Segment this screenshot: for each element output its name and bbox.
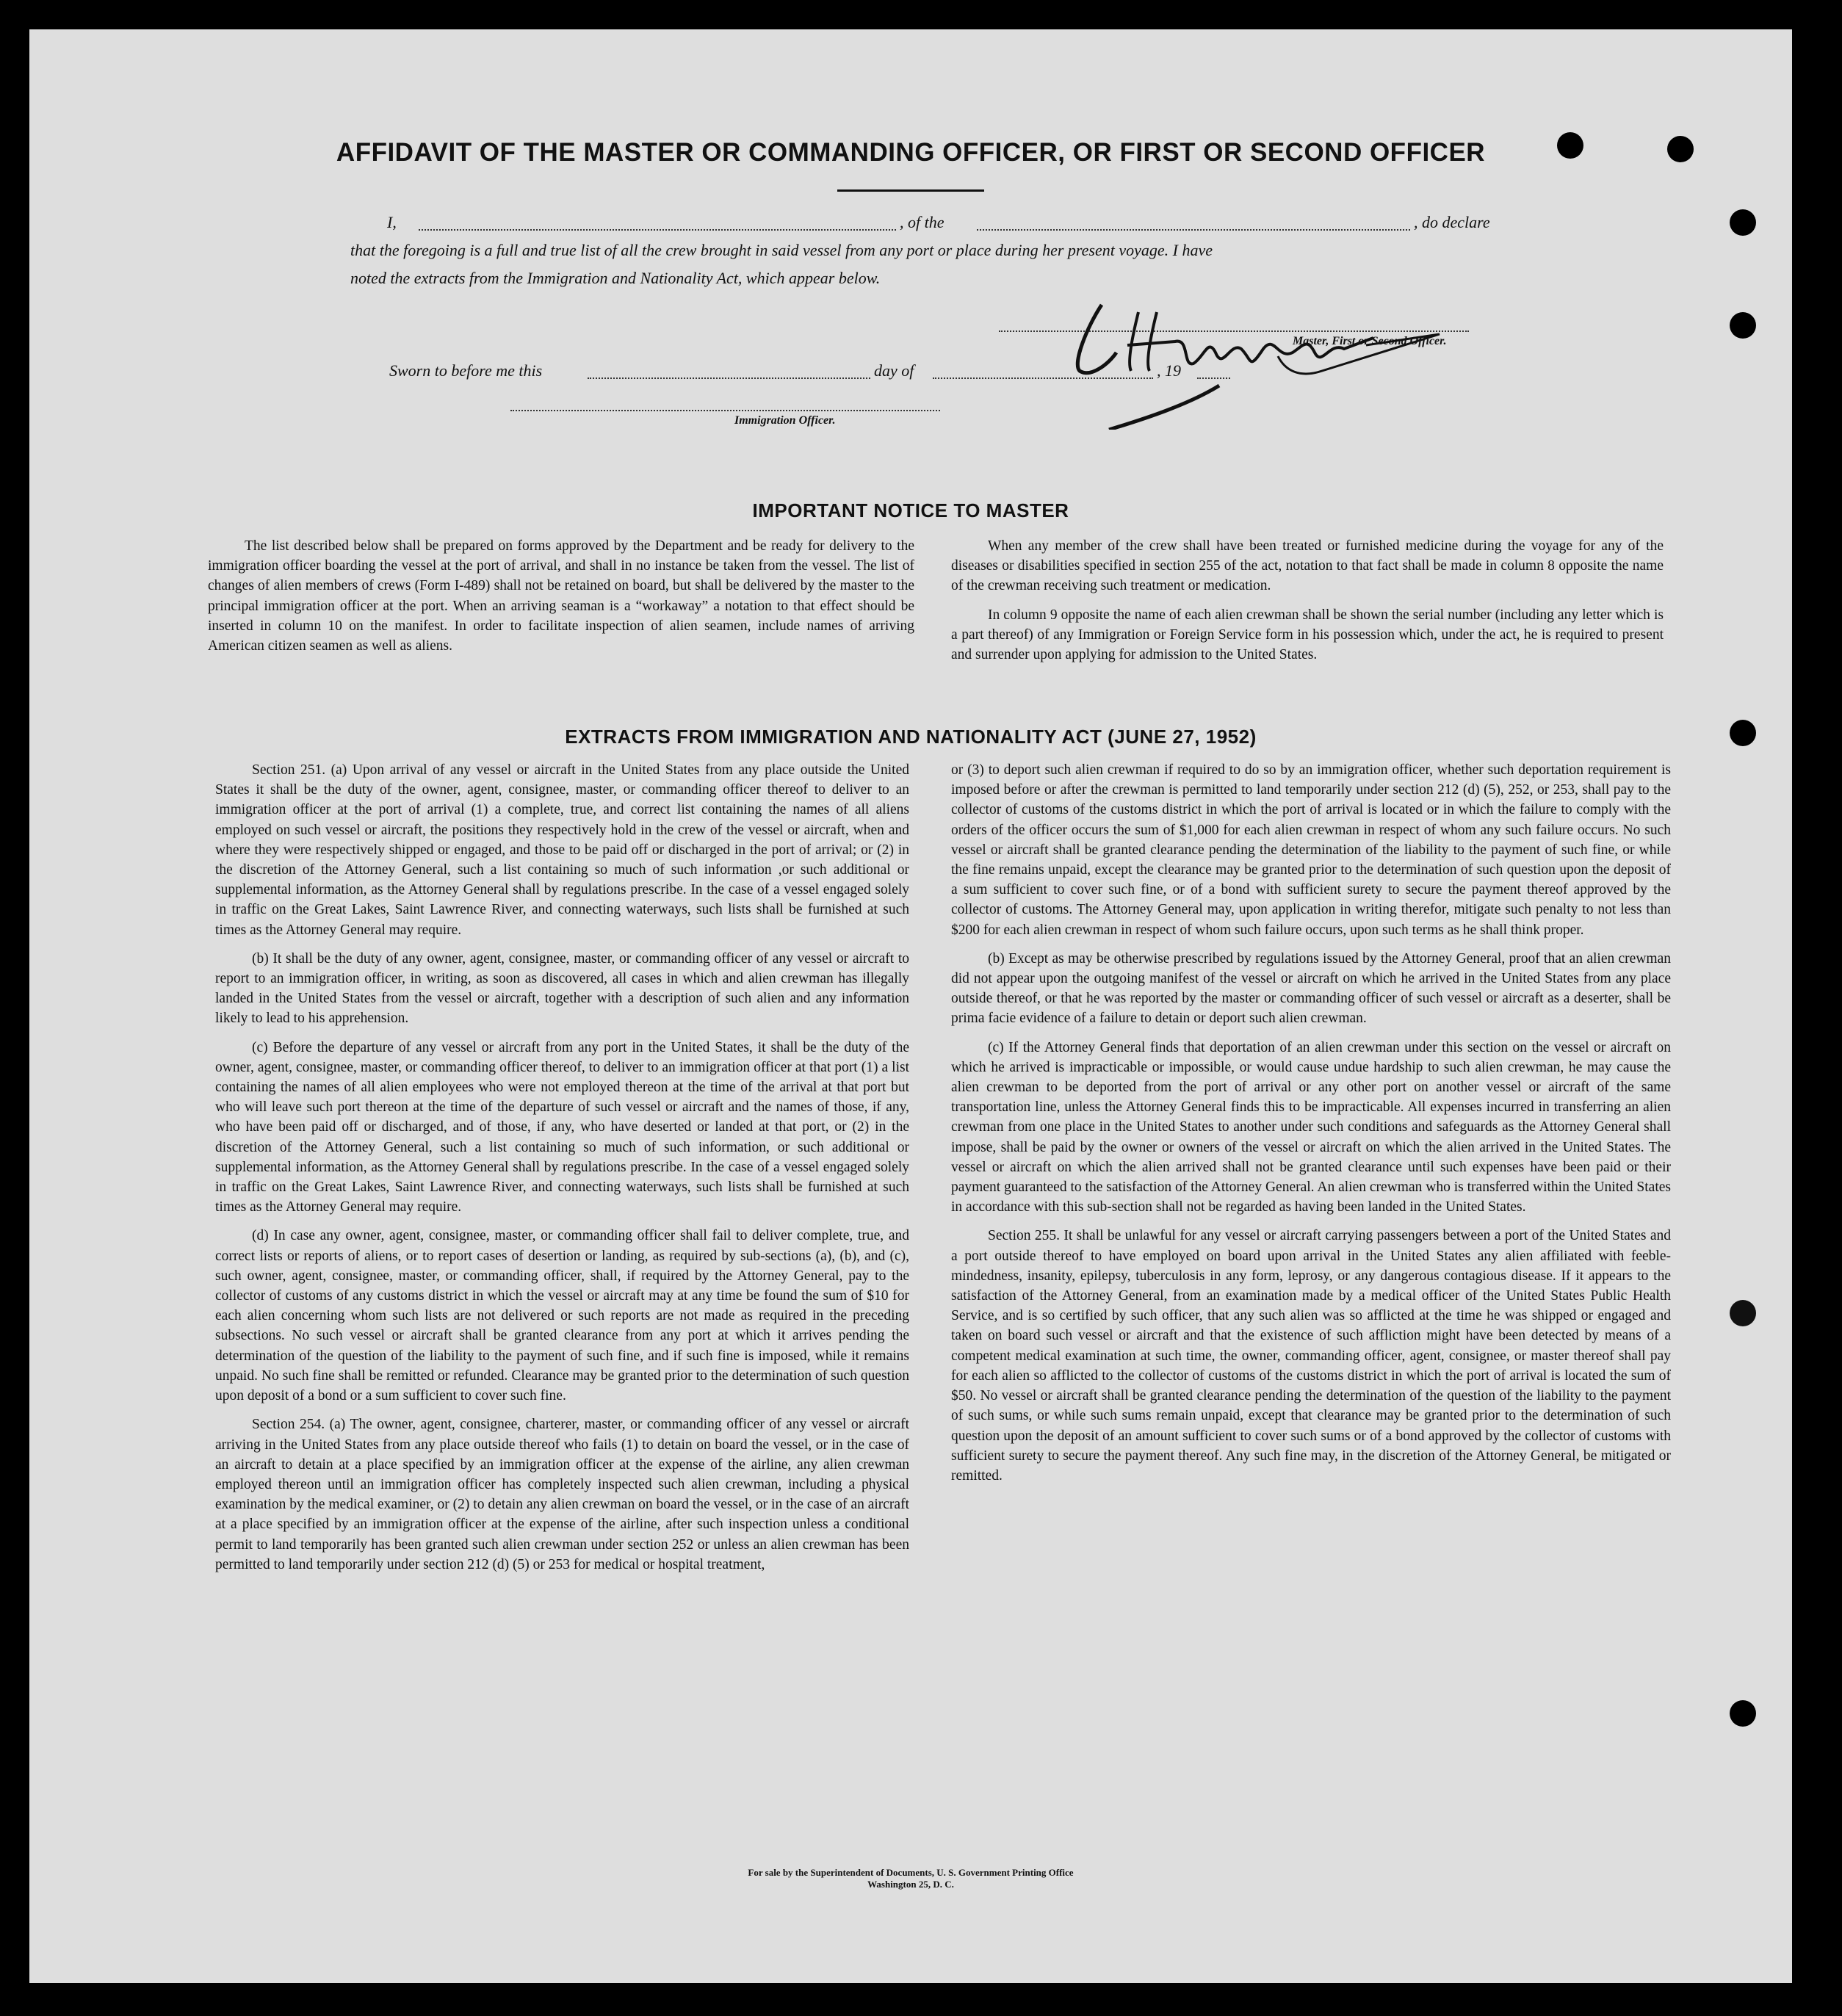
immigration-officer-label: Immigration Officer. bbox=[734, 414, 836, 427]
notice-right-paragraph-2: In column 9 opposite the name of each alien crewman shall be shown the serial number (including any letter which is a part thereof) of any Immigration or Foreign Service form in his possession which, under the act, he is required to present and surrender upon applying for admission to the United States. bbox=[951, 607, 1664, 663]
section-254a-continued: or (3) to deport such alien crewman if required to do so by an immigration officer, whether such deportation requirement is imposed before or after the crewman is permitted to land temporarily under section 212 (d) (5), 252, or 253, shall pay to the collector of customs of the customs district in which the port of arrival is located or in which the failure to comply with the orders of the officer occurs the sum of $1,000 for each alien crewman in respect of whom any such failure occurs. No such vessel or aircraft shall be granted clearance pending the determination of the liability to the payment of such fine, or while the fine remains unpaid, except the clearance may be granted prior to the determination of such question upon the deposit of a sum sufficient to cover such fine, or of a bond with sufficient surety to secure the payment thereof approved by the collector of customs. The Attorney General may, upon application in writing therefor, mitigate such penalty to not less than $200 for each alien crewman in respect of whom such failure occurs, upon such terms as he shall think proper. bbox=[951, 762, 1671, 938]
affidavit-declare-label: , do declare bbox=[1414, 213, 1490, 231]
title-divider bbox=[837, 189, 984, 192]
footer-line-1: For sale by the Superintendent of Documents, U. S. Government Printing Office bbox=[748, 1867, 1074, 1878]
sworn-month-field[interactable] bbox=[933, 377, 1153, 379]
extracts-left-column bbox=[215, 760, 909, 1575]
punch-hole bbox=[1730, 1300, 1756, 1326]
printing-office-footer bbox=[29, 1867, 1792, 1890]
section-251c: (c) Before the departure of any vessel or aircraft from any port in the United States, it shall be the duty of the owner, agent, consignee, master, or commanding officer thereof, to deliver to an immigration officer at that port (1) a list containing the names of all alien employees who were not employed thereon at the time of the arrival at that port but who will leave such port thereon at the time of the departure of such vessel or aircraft and the names of those, if any, who have been paid off or discharged, and of those, if any, who have deserted or landed at that port, or (2) in the discretion of the Attorney General, such a list containing so much of such information, or such additional or supplemental information, as the Attorney General shall by regulations prescribe. In the case of a vessel engaged solely in traffic on the Great Lakes, Saint Lawrence River, and connecting waterways, such lists shall be furnished at such times as the Attorney General may require. bbox=[215, 1039, 909, 1215]
section-251d: (d) In case any owner, agent, consignee, master, or commanding officer shall fail to deliver complete, true, and correct lists or reports of aliens, or to report cases of desertion or landing, as required by sub-sections (a), (b), and (c), such owner, agent, consignee, master, or commanding officer, shall, if required by the Attorney General, pay to the collector of customs of any customs district in which the vessel or aircraft may at any time be found the sum of $10 for each alien concerning whom such lists are not delivered or such reports are not made as required in the preceding subsections. No such vessel or aircraft shall be granted clearance from any port at which it arrives pending the determination of the question of the liability to the payment of such fine, and if such fine is imposed, while it remains unpaid. No such fine shall be remitted or refunded. Clearance may be granted prior to the determination of such question upon deposit of a bond or a sum sufficient to cover such fine. bbox=[215, 1228, 909, 1404]
section-251a: Section 251. (a) Upon arrival of any vessel or aircraft in the United States from any place outside the United States it shall be the duty of the owner, agent, consignee, master, or commanding officer thereof to deliver to an immigration officer at the port of arrival (1) a complete, true, and correct list containing the names of all aliens employed on such vessel or aircraft, the positions they respectively hold in the crew of the vessel or aircraft, when and where they were respectively shipped or engaged, and those to be paid off or discharged in the port of arrival; or (2) in the discretion of the Attorney General, such a list containing so much of such information ,or such additional or supplemental information, as the Attorney General shall by regulations prescribe. In the case of a vessel engaged solely in traffic on the Great Lakes, Saint Lawrence River, and connecting waterways, such lists shall be furnished at such times as the Attorney General may require. bbox=[215, 762, 909, 938]
extracts-heading: EXTRACTS FROM IMMIGRATION AND NATIONALITY ACT (JUNE 27, 1952) bbox=[565, 726, 1257, 748]
affidavit-statement-line: that the foregoing is a full and true list of all the crew brought in said vessel from any port or place during her present voyage. I have bbox=[350, 241, 1213, 259]
affidavit-title: AFFIDAVIT OF THE MASTER OR COMMANDING OFFICER, OR FIRST OR SECOND OFFICER bbox=[336, 138, 1486, 167]
affidavit-i-label: I, bbox=[387, 213, 397, 231]
notice-left-paragraph: The list described below shall be prepared on forms approved by the Department and be ready for delivery to the immigration officer boarding the vessel at the port of arrival, and shall in no instance be taken from the vessel. The list of changes of alien members of crews (Form I-489) shall not be retained on board, but shall be delivered by the master to the principal immigration officer at the port. When an arriving seaman is a “workaway” a notation to that effect should be inserted in column 10 on the manifest. In order to facilitate inspection of alien seamen, include names of arriving American citizen seamen as well as aliens. bbox=[208, 538, 914, 654]
punch-hole bbox=[1557, 132, 1583, 159]
section-254c: (c) If the Attorney General finds that deportation of an alien crewman under this section on the vessel or aircraft on which he arrived is impracticable or impossible, or would cause undue hardship to such alien crewman, he may cause the alien crewman to be deported from the port of arrival or any other port on another vessel or aircraft of the same transportation line, unless the Attorney General finds this to be impracticable. All expenses incurred in transferring an alien crewman from one place in the United States to another under such conditions and safeguards as the Attorney General shall impose, shall be paid by the owner or owners of the vessel or aircraft on which the alien arrived in the United States. The vessel or aircraft on which the alien arrived shall not be granted clearance until such expenses have been paid or their payment guaranteed to the satisfaction of the Attorney General. An alien crewman who is transferred within the United States in accordance with this sub-section shall not be regarded as having been landed in the United States. bbox=[951, 1039, 1671, 1215]
punch-hole bbox=[1667, 136, 1694, 162]
day-of-label: day of bbox=[874, 361, 914, 380]
affidavit-of-the-label: , of the bbox=[900, 213, 945, 231]
affidavit-extracts-line: noted the extracts from the Immigration and Nationality Act, which appear below. bbox=[350, 269, 881, 287]
year-label: , 19 bbox=[1157, 361, 1181, 380]
form-page bbox=[29, 29, 1792, 1983]
punch-hole bbox=[1730, 209, 1756, 236]
notice-right-column bbox=[951, 536, 1664, 665]
position-field[interactable] bbox=[977, 229, 1410, 231]
sworn-label: Sworn to before me this bbox=[389, 361, 543, 380]
notice-heading: IMPORTANT NOTICE TO MASTER bbox=[752, 499, 1069, 521]
sworn-year-field[interactable] bbox=[1197, 377, 1230, 379]
section-255: Section 255. It shall be unlawful for any vessel or aircraft carrying passengers between a port of the United States and a port outside thereof to have employed on board upon arrival in the United States any alien affiliated with feeble-mindedness, insanity, epilepsy, tuberculosis in any form, leprosy, or any dangerous contagious disease. If it appears to the satisfaction of the Attorney General, from an examination made by a medical officer of the United States Public Health Service, and is so certified by such officer, that any such alien was so afflicted at the time he was shipped or engaged and taken on board such vessel or aircraft and that the existence of such affliction might have been detected by means of a competent medical examination at such time, the owner, commanding officer, agent, consignee, or master thereof shall pay for each alien so afflicted to the collector of customs of the customs district in which the port of arrival is located the sum of $50. No vessel or aircraft shall be granted clearance pending the determination of the question of the liability to the payment of such sums, or while such sums remain unpaid, except that clearance may be granted prior to the determination of such question upon the deposit of an amount sufficient to cover such sums or of a bond approved by the collector of customs with sufficient surety to secure the payment thereof. Any such fine may, in the discretion of the Attorney General, be mitigated or remitted. bbox=[951, 1228, 1671, 1484]
section-254b: (b) Except as may be otherwise prescribed by regulations issued by the Attorney General, proof that an alien crewman did not appear upon the outgoing manifest of the vessel or aircraft on which he arrived in the United States from any place outside thereof, or that he was reported by the master or commanding officer of such vessel or aircraft as a deserter, shall be prima facie evidence of a failure to detain or deport such alien crewman. bbox=[951, 950, 1671, 1027]
notice-left-column bbox=[208, 536, 914, 656]
declarant-name-field[interactable] bbox=[419, 229, 896, 231]
section-254a: Section 254. (a) The owner, agent, consignee, charterer, master, or commanding officer of any vessel or aircraft arriving in the United States from any place outside thereof who fails (1) to detain on board the vessel, or in the case of an aircraft to detain at a place specified by an immigration officer at the expense of the airline, any alien crewman employed thereon until an immigration officer has completely inspected such alien crewman, including a physical examination by the medical examiner, or (2) to detain any alien crewman on board the vessel, or in the case of an aircraft at a place specified by an immigration officer at the expense of the airline, after such inspection unless a conditional permit to land temporarily has been granted such alien crewman under section 252 or unless an alien crewman has been permitted to land temporarily under section 212 (d) (5) or 253 for medical or hospital treatment, bbox=[215, 1417, 909, 1572]
footer-line-2: Washington 25, D. C. bbox=[867, 1879, 954, 1890]
notice-right-paragraph-1: When any member of the crew shall have been treated or furnished medicine during the voyage for any of the diseases or disabilities specified in section 255 of the act, notation to that fact shall be made in column 8 opposite the name of the crewman receiving such treatment or medication. bbox=[951, 538, 1664, 594]
immigration-officer-signature-line[interactable] bbox=[510, 410, 940, 411]
signature-caption: Master, First or Second Officer. bbox=[1293, 335, 1447, 347]
section-251b: (b) It shall be the duty of any owner, agent, consignee, master, or commanding officer of any vessel or aircraft to report to an immigration officer, in writing, as soon as discovered, all cases in which and alien crewman has illegally landed in the United States from the vessel or aircraft, together with a description of such alien and any information likely to lead to his apprehension. bbox=[215, 950, 909, 1027]
sworn-day-field[interactable] bbox=[588, 377, 870, 379]
punch-hole bbox=[1730, 312, 1756, 339]
punch-hole bbox=[1730, 720, 1756, 746]
punch-hole bbox=[1730, 1700, 1756, 1727]
extracts-right-column bbox=[951, 760, 1671, 1486]
